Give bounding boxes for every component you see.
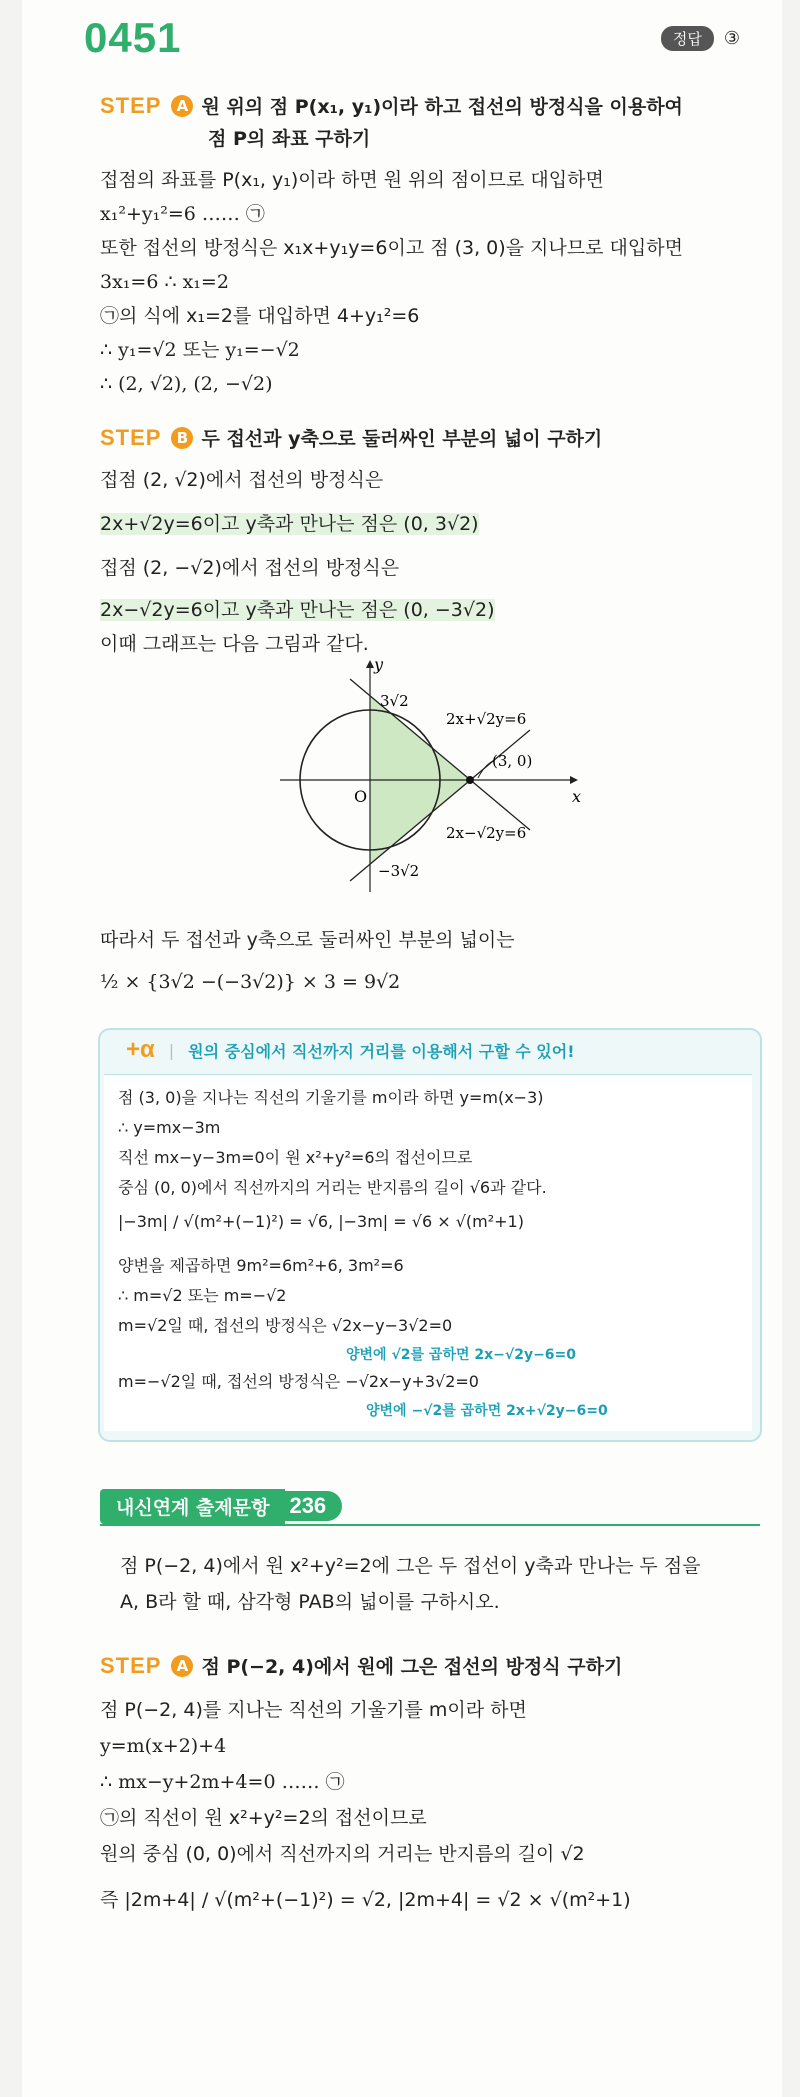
step-a-line: 접점의 좌표를 P(x₁, y₁)이라 하면 원 위의 점이므로 대입하면 bbox=[100, 169, 604, 191]
step-a2-line: 원의 중심 (0, 0)에서 직선까지의 거리는 반지름의 길이 √2 bbox=[100, 1843, 585, 1865]
related-banner-label: 내신연계 출제문항 bbox=[100, 1489, 285, 1524]
step-b-title: 두 접선과 y축으로 둘러싸인 부분의 넓이 구하기 bbox=[201, 428, 603, 450]
origin-label: O bbox=[354, 787, 368, 806]
answer-indicator bbox=[661, 26, 740, 51]
lower-line-label: 2x−√2y=6 bbox=[446, 824, 527, 842]
step-a2-line: y=m(x+2)+4 bbox=[100, 1735, 227, 1757]
step-a-title-2: 점 P의 좌표 구하기 bbox=[208, 128, 371, 150]
step-b-line bbox=[100, 596, 495, 624]
step-a2-title: 점 P(−2, 4)에서 원에 그은 접선의 방정식 구하기 bbox=[201, 1656, 623, 1678]
y-axis-arrow-icon bbox=[366, 660, 374, 668]
related-question: A, B라 할 때, 삼각형 PAB의 넓이를 구하시오. bbox=[120, 1591, 500, 1613]
step-a2-line: ∴ mx−y+2m+4=0 …… ㉠ bbox=[100, 1771, 345, 1793]
step-letter: B bbox=[171, 427, 193, 449]
tip-note: 양변에 √2를 곱하면 2x−√2y−6=0 bbox=[346, 1347, 577, 1363]
related-problem-number: 236 bbox=[285, 1491, 342, 1521]
step-a2-line: 즉 |2m+4| / √(m²+(−1)²) = √2, |2m+4| = √2 × √(m²+1) bbox=[100, 1889, 631, 1911]
step-b-line-text: 2x−√2y=6이고 y축과 만나는 점은 (0, −3√2) bbox=[100, 599, 495, 621]
x-axis-arrow-icon bbox=[570, 776, 578, 784]
upper-line-label: 2x+√2y=6 bbox=[446, 710, 527, 728]
step-a2-line: ㉠의 직선이 원 x²+y²=2의 접선이므로 bbox=[100, 1807, 427, 1829]
tip-line: ∴ y=mx−3m bbox=[118, 1118, 221, 1137]
tip-line: 점 (3, 0)을 지나는 직선의 기울기를 m이라 하면 y=m(x−3) bbox=[118, 1088, 544, 1107]
tip-line: m=−√2일 때, 접선의 방정식은 −√2x−y+3√2=0 bbox=[118, 1372, 479, 1391]
problem-number: 0451 bbox=[84, 14, 182, 61]
tip-box-header bbox=[98, 1028, 758, 1072]
answer-tag: 정답 bbox=[661, 26, 714, 51]
step-a-line: ∴ (2, √2), (2, −√2) bbox=[100, 373, 273, 395]
step-a-line: 또한 접선의 방정식은 x₁x+y₁y=6이고 점 (3, 0)을 지나므로 대입하면 bbox=[100, 237, 683, 259]
point-marker bbox=[466, 776, 474, 784]
tip-line: 직선 mx−y−3m=0이 원 x²+y²=6의 접선이므로 bbox=[118, 1148, 473, 1167]
related-question: 점 P(−2, 4)에서 원 x²+y²=2에 그은 두 접선이 y축과 만나는 두 점을 bbox=[120, 1555, 701, 1577]
step-b-line: 접점 (2, −√2)에서 접선의 방정식은 bbox=[100, 557, 400, 579]
tip-box-title: 원의 중심에서 직선까지 거리를 이용해서 구할 수 있어! bbox=[188, 1041, 575, 1061]
tip-note: 양변에 −√2를 곱하면 2x+√2y−6=0 bbox=[366, 1403, 608, 1419]
answer-value: ③ bbox=[723, 28, 740, 49]
step-letter: A bbox=[171, 95, 193, 117]
step-a-line: ∴ y₁=√2 또는 y₁=−√2 bbox=[100, 339, 300, 361]
tangent-graph bbox=[270, 660, 600, 900]
tip-line: 양변을 제곱하면 9m²=6m²+6, 3m²=6 bbox=[118, 1256, 404, 1275]
step-b-line: 이때 그래프는 다음 그림과 같다. bbox=[100, 633, 369, 655]
related-banner bbox=[100, 1488, 342, 1524]
step-label: STEP bbox=[100, 92, 162, 118]
tip-line: ∴ m=√2 또는 m=−√2 bbox=[118, 1286, 287, 1305]
banner-rule bbox=[100, 1524, 760, 1526]
step-label: STEP bbox=[100, 424, 162, 450]
step-label: STEP bbox=[100, 1652, 162, 1678]
step-a-line: ㉠의 식에 x₁=2를 대입하면 4+y₁²=6 bbox=[100, 305, 420, 327]
plus-alpha-icon: +α bbox=[126, 1036, 155, 1063]
step-a-title-1: 원 위의 점 P(x₁, y₁)이라 하고 접선의 방정식을 이용하여 bbox=[201, 96, 683, 118]
tip-line: |−3m| / √(m²+(−1)²) = √6, |−3m| = √6 × √(m²+1) bbox=[118, 1212, 524, 1231]
step-a-line: 3x₁=6 ∴ x₁=2 bbox=[100, 271, 229, 293]
step-b-line: 접점 (2, √2)에서 접선의 방정식은 bbox=[100, 469, 384, 491]
y-axis-label: y bbox=[374, 660, 384, 674]
step-b-heading bbox=[100, 424, 602, 451]
top-intercept-label: 3√2 bbox=[380, 692, 409, 710]
step-a-heading bbox=[100, 92, 683, 119]
step-letter: A bbox=[171, 1655, 193, 1677]
step-b-line-text: 2x+√2y=6이고 y축과 만나는 점은 (0, 3√2) bbox=[100, 513, 479, 535]
step-a2-heading bbox=[100, 1652, 622, 1679]
bottom-intercept-label: −3√2 bbox=[378, 862, 420, 880]
step-a-line: x₁²+y₁²=6 …… ㉠ bbox=[100, 203, 265, 225]
x-axis-label: x bbox=[572, 787, 582, 806]
step-b-result: ½ × {3√2 −(−3√2)} × 3 = 9√2 bbox=[100, 971, 401, 993]
step-b-after: 따라서 두 접선과 y축으로 둘러싸인 부분의 넓이는 bbox=[100, 929, 515, 951]
step-a2-line: 점 P(−2, 4)를 지나는 직선의 기울기를 m이라 하면 bbox=[100, 1699, 527, 1721]
point-label: (3, 0) bbox=[492, 752, 533, 770]
tip-line: m=√2일 때, 접선의 방정식은 √2x−y−3√2=0 bbox=[118, 1316, 453, 1335]
tip-line: 중심 (0, 0)에서 직선까지의 거리는 반지름의 길이 √6과 같다. bbox=[118, 1178, 547, 1197]
step-b-line bbox=[100, 510, 479, 538]
separator: | bbox=[168, 1040, 175, 1060]
